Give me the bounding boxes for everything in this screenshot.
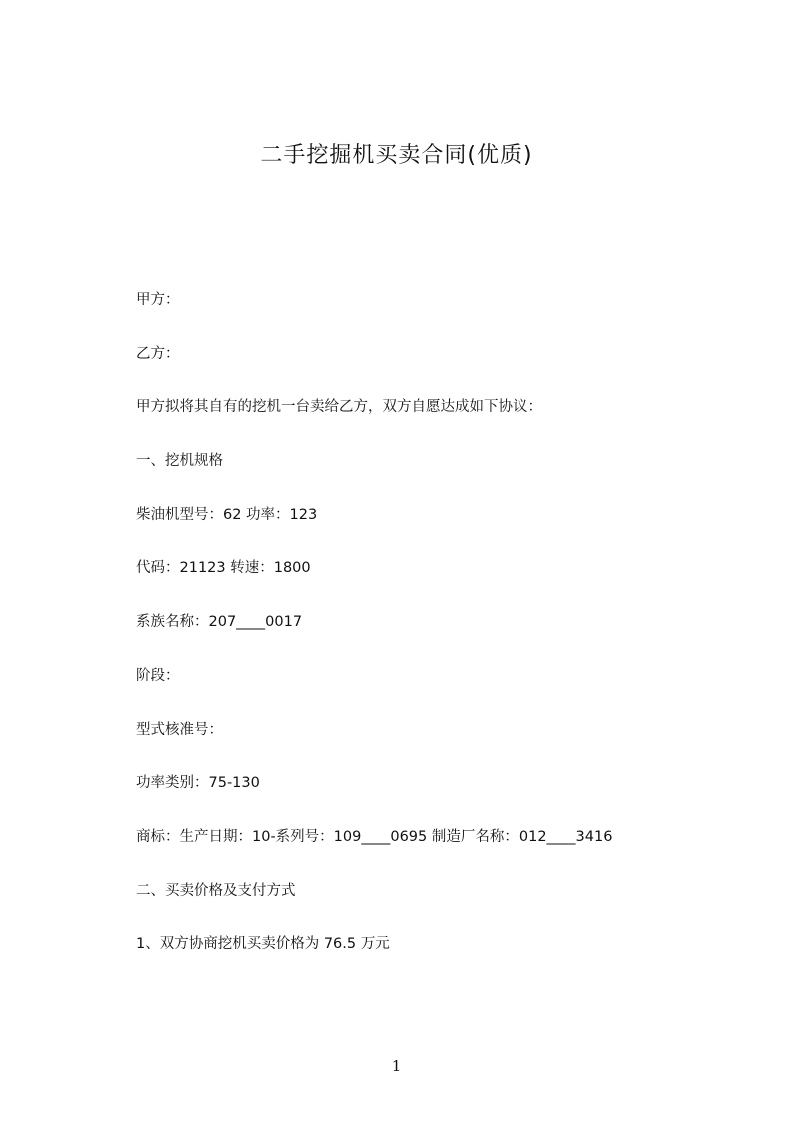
family-name: 系族名称：207____0017 bbox=[136, 614, 303, 631]
stage: 阶段： bbox=[136, 667, 180, 684]
document-body bbox=[136, 288, 696, 986]
engine-model-power: 柴油机型号：62 功率：123 bbox=[136, 506, 318, 523]
party-b-line: 乙方： bbox=[136, 345, 180, 362]
document-title: 二手挖掘机买卖合同(优质) bbox=[260, 143, 533, 168]
price-clause-1: 1、双方协商挖机买卖价格为 76.5 万元 bbox=[136, 936, 390, 953]
trademark-production-details: 商标：生产日期：10-系列号：109____0695 制造厂名称：012____3416 bbox=[136, 828, 613, 845]
page-number: 1 bbox=[391, 1057, 402, 1075]
section-heading-specs: 一、挖机规格 bbox=[136, 453, 223, 470]
section-heading-price: 二、买卖价格及支付方式 bbox=[136, 882, 296, 899]
code-speed: 代码：21123 转速：1800 bbox=[136, 560, 311, 577]
type-approval-number: 型式核准号： bbox=[136, 721, 223, 738]
agreement-intro: 甲方拟将其自有的挖机一台卖给乙方，双方自愿达成如下协议： bbox=[136, 399, 542, 416]
party-a-line: 甲方： bbox=[136, 292, 180, 308]
power-category: 功率类别：75-130 bbox=[136, 775, 260, 792]
